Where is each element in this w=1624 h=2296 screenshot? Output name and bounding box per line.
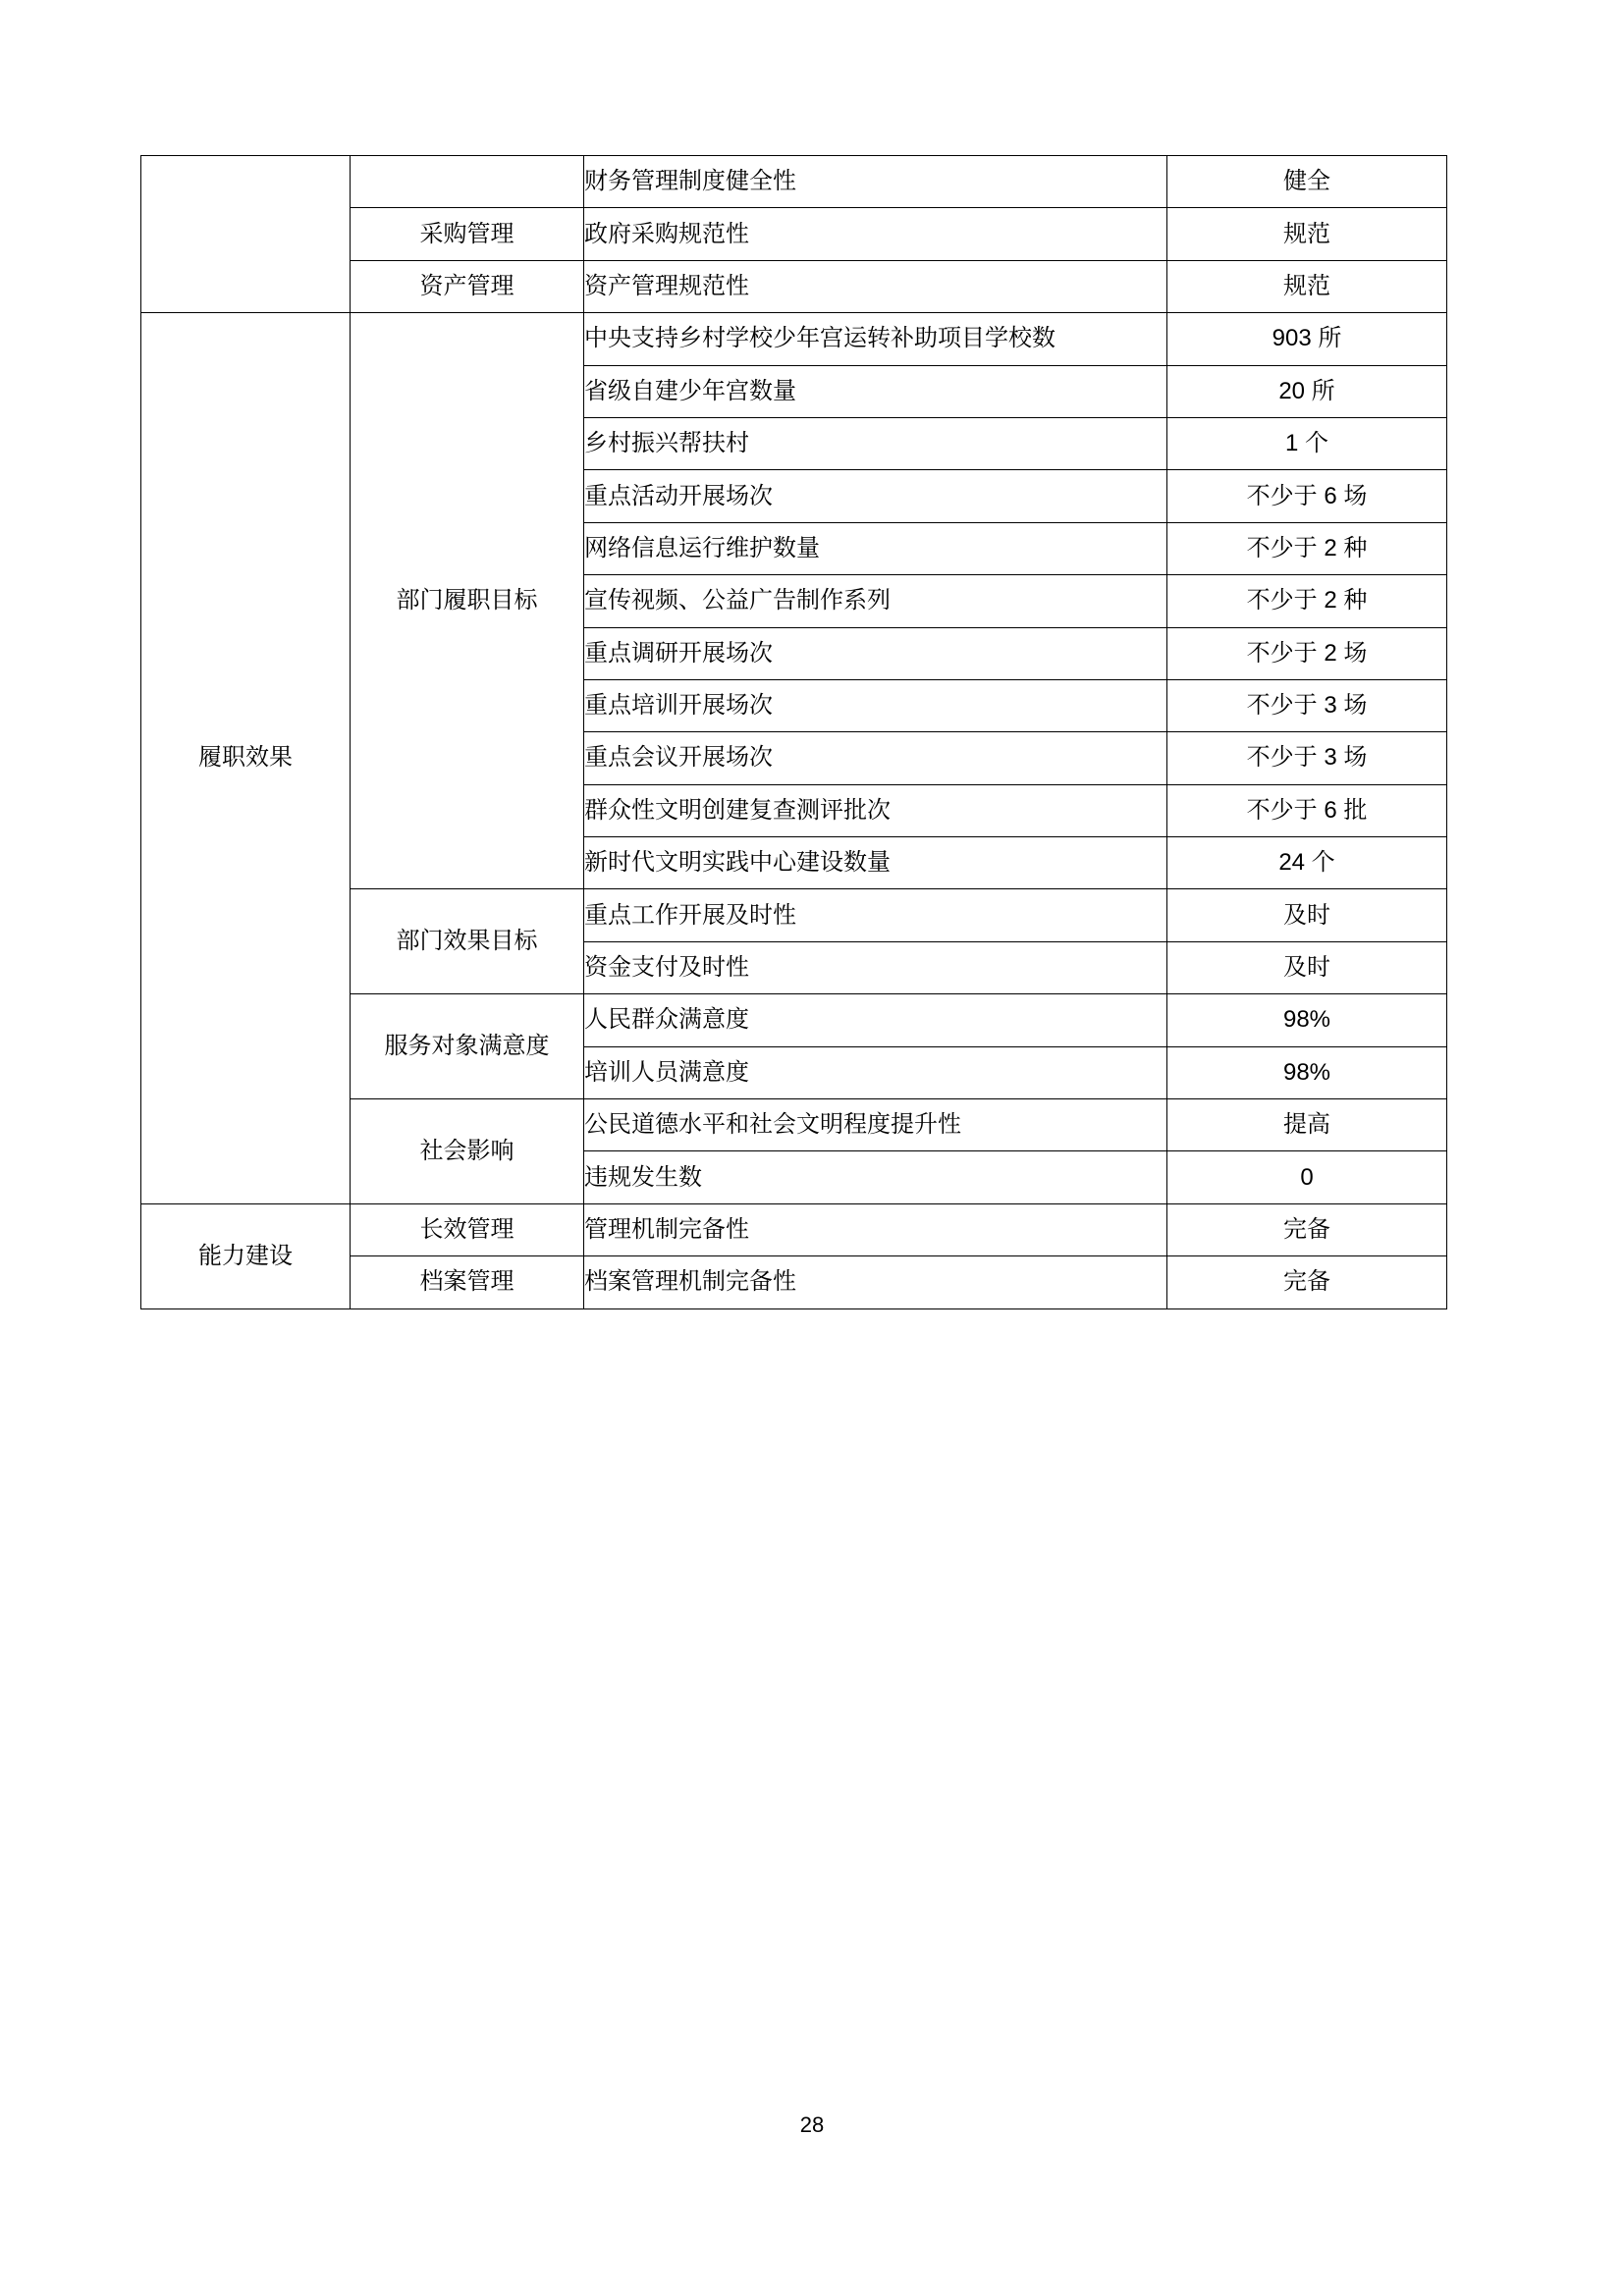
target-value-cell: 24 个 [1167, 837, 1447, 889]
category-cell: 能力建设 [141, 1203, 351, 1308]
subcategory-cell [351, 156, 584, 208]
page-number: 28 [799, 2112, 825, 2137]
indicator-cell: 财务管理制度健全性 [584, 156, 1167, 208]
indicator-cell: 档案管理机制完备性 [584, 1256, 1167, 1308]
table-row [141, 313, 1447, 365]
indicator-cell: 重点会议开展场次 [584, 732, 1167, 784]
indicator-cell: 管理机制完备性 [584, 1203, 1167, 1255]
target-value-cell: 完备 [1167, 1256, 1447, 1308]
subcategory-cell: 部门效果目标 [351, 889, 584, 994]
target-value-cell: 1 个 [1167, 417, 1447, 469]
target-value-cell: 规范 [1167, 260, 1447, 312]
indicator-cell: 重点工作开展及时性 [584, 889, 1167, 941]
target-value-cell: 903 所 [1167, 313, 1447, 365]
target-value-cell: 不少于 6 批 [1167, 784, 1447, 836]
indicator-cell: 宣传视频、公益广告制作系列 [584, 575, 1167, 627]
target-value-cell: 不少于 3 场 [1167, 732, 1447, 784]
target-value-cell: 规范 [1167, 208, 1447, 260]
table-row [141, 156, 1447, 208]
table-row [141, 1203, 1447, 1255]
subcategory-cell: 长效管理 [351, 1203, 584, 1255]
category-cell: 履职效果 [141, 313, 351, 1204]
target-value-cell: 98% [1167, 994, 1447, 1046]
subcategory-cell: 社会影响 [351, 1099, 584, 1204]
target-value-cell: 提高 [1167, 1099, 1447, 1151]
target-value-cell: 不少于 2 种 [1167, 575, 1447, 627]
indicator-cell: 培训人员满意度 [584, 1046, 1167, 1098]
subcategory-cell: 采购管理 [351, 208, 584, 260]
indicator-cell: 重点培训开展场次 [584, 679, 1167, 731]
target-value-cell: 不少于 3 场 [1167, 679, 1447, 731]
indicator-cell: 人民群众满意度 [584, 994, 1167, 1046]
performance-indicator-table [140, 155, 1447, 1309]
indicator-cell: 新时代文明实践中心建设数量 [584, 837, 1167, 889]
indicator-cell: 重点调研开展场次 [584, 627, 1167, 679]
indicator-cell: 重点活动开展场次 [584, 470, 1167, 522]
indicator-cell: 违规发生数 [584, 1151, 1167, 1203]
target-value-cell: 及时 [1167, 941, 1447, 993]
table-body [141, 156, 1447, 1309]
target-value-cell: 及时 [1167, 889, 1447, 941]
subcategory-cell: 资产管理 [351, 260, 584, 312]
target-value-cell: 不少于 6 场 [1167, 470, 1447, 522]
target-value-cell: 20 所 [1167, 365, 1447, 417]
indicator-cell: 省级自建少年宫数量 [584, 365, 1167, 417]
target-value-cell: 完备 [1167, 1203, 1447, 1255]
indicator-cell: 资金支付及时性 [584, 941, 1167, 993]
indicator-cell: 群众性文明创建复查测评批次 [584, 784, 1167, 836]
subcategory-cell: 服务对象满意度 [351, 994, 584, 1099]
target-value-cell: 0 [1167, 1151, 1447, 1203]
target-value-cell: 98% [1167, 1046, 1447, 1098]
category-cell [141, 156, 351, 313]
indicator-cell: 乡村振兴帮扶村 [584, 417, 1167, 469]
target-value-cell: 不少于 2 种 [1167, 522, 1447, 574]
indicator-cell: 网络信息运行维护数量 [584, 522, 1167, 574]
indicator-cell: 公民道德水平和社会文明程度提升性 [584, 1099, 1167, 1151]
target-value-cell: 不少于 2 场 [1167, 627, 1447, 679]
indicator-cell: 政府采购规范性 [584, 208, 1167, 260]
indicator-cell: 资产管理规范性 [584, 260, 1167, 312]
subcategory-cell: 部门履职目标 [351, 313, 584, 889]
subcategory-cell: 档案管理 [351, 1256, 584, 1308]
indicator-cell: 中央支持乡村学校少年宫运转补助项目学校数 [584, 313, 1167, 365]
target-value-cell: 健全 [1167, 156, 1447, 208]
